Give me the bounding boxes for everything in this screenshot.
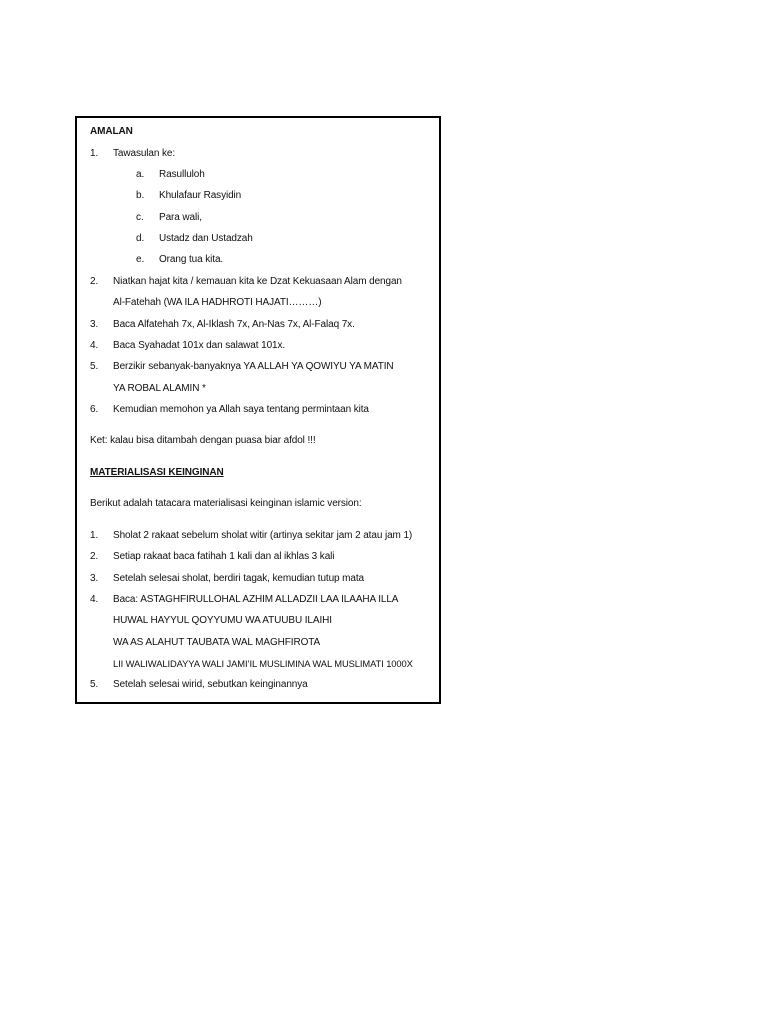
subitem-text: Orang tua kita.: [159, 254, 224, 265]
materialisasi-item-5-number: 5.: [90, 679, 99, 690]
amalan-item-4: Baca Syahadat 101x dan salawat 101x.: [113, 340, 286, 351]
subitem-text: Khulafaur Rasyidin: [159, 190, 242, 201]
subitem-text: Para wali,: [159, 212, 202, 223]
subitem-text: Ustadz dan Ustadzah: [159, 233, 253, 244]
materialisasi-heading: MATERIALISASI KEINGINAN: [90, 467, 224, 478]
amalan-item-5-number: 5.: [90, 361, 99, 372]
amalan-item-5: Berzikir sebanyak-banyaknya YA ALLAH YA QOWIYU YA MATIN: [113, 361, 394, 372]
materialisasi-item-4: Baca: ASTAGHFIRULLOHAL AZHIM ALLADZII LAA ILAAHA ILLA: [113, 594, 399, 605]
amalan-item-6: Kemudian memohon ya Allah saya tentang permintaan kita: [113, 404, 369, 415]
materialisasi-item-3-number: 3.: [90, 573, 99, 584]
materialisasi-item-5: Setelah selesai wirid, sebutkan keinginannya: [113, 679, 308, 690]
document-box: [75, 116, 441, 704]
amalan-item-4-number: 4.: [90, 340, 99, 351]
subitem-text: Rasulluloh: [159, 169, 205, 180]
materialisasi-item-1: Sholat 2 rakaat sebelum sholat witir (artinya sekitar jam 2 atau jam 1): [113, 530, 413, 541]
amalan-item-3-number: 3.: [90, 319, 99, 330]
amalan-item-3: Baca Alfatehah 7x, Al-Iklash 7x, An-Nas 7x, Al-Falaq 7x.: [113, 319, 355, 330]
amalan-item-6-number: 6.: [90, 404, 99, 415]
materialisasi-item-4-continued: HUWAL HAYYUL QOYYUMU WA ATUUBU ILAIHI: [113, 615, 332, 626]
amalan-item-2-number: 2.: [90, 276, 99, 287]
materialisasi-item-3: Setelah selesai sholat, berdiri tagak, kemudian tutup mata: [113, 573, 365, 584]
amalan-note: Ket: kalau bisa ditambah dengan puasa biar afdol !!!: [90, 435, 316, 446]
subitem-letter: d.: [136, 233, 145, 244]
materialisasi-item-2-number: 2.: [90, 551, 99, 562]
subitem-letter: a.: [136, 169, 145, 180]
amalan-item-2: Niatkan hajat kita / kemauan kita ke Dzat Kekuasaan Alam dengan: [113, 276, 402, 287]
subitem-letter: e.: [136, 254, 145, 265]
materialisasi-item-4-continued: WA AS ALAHUT TAUBATA WAL MAGHFIROTA: [113, 637, 321, 648]
amalan-heading: AMALAN: [90, 126, 133, 137]
amalan-item-2-continued: Al-Fatehah (WA ILA HADHROTI HAJATI………): [113, 297, 322, 308]
amalan-item-1-number: 1.: [90, 148, 99, 159]
materialisasi-item-4-continued: LII WALIWALIDAYYA WALI JAMI’IL MUSLIMINA WAL MUSLIMATI 1000X: [113, 658, 413, 669]
subitem-letter: b.: [136, 190, 145, 201]
materialisasi-item-1-number: 1.: [90, 530, 99, 541]
amalan-item-1: Tawasulan ke:: [113, 148, 176, 159]
materialisasi-intro: Berikut adalah tatacara materialisasi keinginan islamic version:: [90, 498, 362, 509]
materialisasi-item-2: Setiap rakaat baca fatihah 1 kali dan al ikhlas 3 kali: [113, 551, 335, 562]
subitem-letter: c.: [136, 212, 144, 223]
amalan-item-5-continued: YA ROBAL ALAMIN *: [113, 383, 206, 394]
materialisasi-item-4-number: 4.: [90, 594, 99, 605]
